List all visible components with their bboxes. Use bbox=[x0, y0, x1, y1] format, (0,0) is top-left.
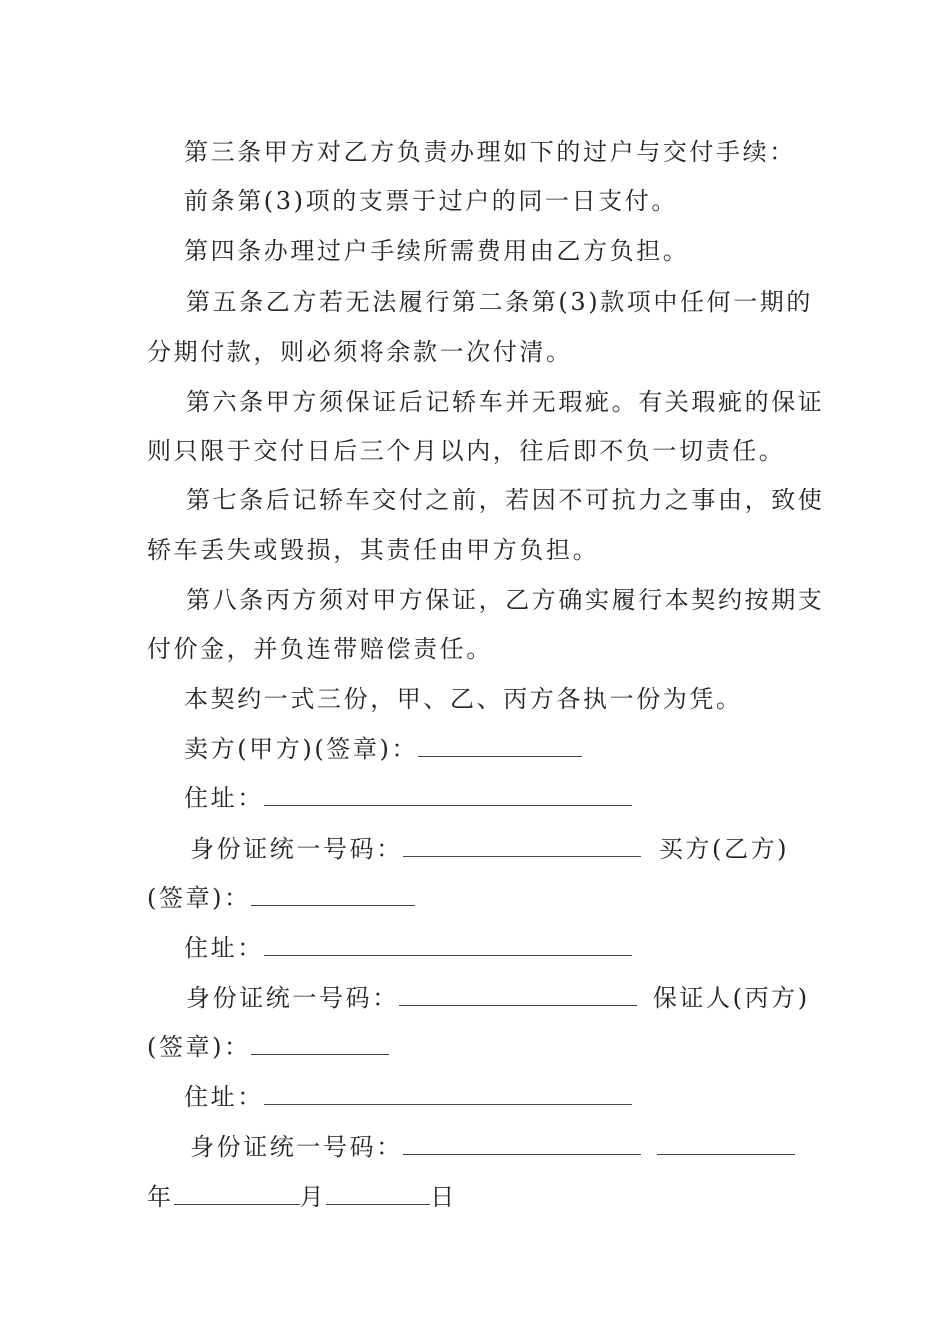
buyer-sign-label: (签章)： bbox=[147, 884, 251, 912]
article-6-line-1: 第六条甲方须保证后记轿车并无瑕疵。有关瑕疵的保证 bbox=[186, 388, 825, 416]
seller-address-blank[interactable] bbox=[264, 783, 632, 806]
article-8-line-2: 付价金，并负连带赔偿责任。 bbox=[147, 635, 493, 663]
article-8-line-1: 第八条丙方须对甲方保证，乙方确实履行本契约按期支 bbox=[186, 586, 825, 614]
guarantor-sign-label: (签章)： bbox=[147, 1033, 251, 1061]
seller-address-label: 住址： bbox=[184, 784, 264, 812]
copies-clause: 本契约一式三份，甲、乙、丙方各执一份为凭。 bbox=[184, 685, 743, 713]
seller-signature-blank[interactable] bbox=[418, 734, 582, 757]
buyer-id-blank[interactable] bbox=[399, 983, 637, 1006]
buyer-address-line bbox=[184, 932, 632, 964]
guarantor-signature-label: 保证人(丙方) bbox=[652, 984, 810, 1012]
seller-id-line bbox=[190, 833, 789, 865]
article-6-line-2: 则只限于交付日后三个月以内，往后即不负一切责任。 bbox=[147, 437, 786, 465]
buyer-signature-label: 买方(乙方) bbox=[658, 835, 790, 863]
article-4: 第四条办理过户手续所需费用由乙方负担。 bbox=[184, 237, 690, 265]
month-label: 月 bbox=[299, 1183, 327, 1211]
buyer-id-label: 身份证统一号码： bbox=[186, 984, 399, 1012]
guarantor-address-line bbox=[184, 1081, 632, 1113]
month-blank[interactable] bbox=[174, 1182, 300, 1205]
guarantor-signature-line bbox=[147, 1031, 389, 1063]
article-7-line-2: 轿车丢失或毁损，其责任由甲方负担。 bbox=[147, 536, 600, 564]
guarantor-id-label: 身份证统一号码： bbox=[190, 1133, 403, 1161]
buyer-signature-blank[interactable] bbox=[251, 883, 415, 906]
day-blank[interactable] bbox=[326, 1182, 430, 1205]
buyer-address-blank[interactable] bbox=[264, 933, 632, 956]
date-prefix-blank[interactable] bbox=[657, 1132, 795, 1155]
buyer-signature-line bbox=[147, 882, 415, 914]
seller-signature-label: 卖方(甲方)(签章)： bbox=[184, 735, 419, 763]
guarantor-address-blank[interactable] bbox=[264, 1082, 632, 1105]
year-label: 年 bbox=[147, 1183, 174, 1211]
seller-address-line bbox=[184, 782, 632, 814]
article-5-line-2: 分期付款，则必须将余款一次付清。 bbox=[147, 338, 573, 366]
article-3: 第三条甲方对乙方负责办理如下的过户与交付手续： bbox=[184, 138, 796, 166]
seller-signature-line bbox=[184, 733, 582, 765]
buyer-address-label: 住址： bbox=[184, 934, 264, 962]
article-3-detail: 前条第(3)项的支票于过户的同一日支付。 bbox=[184, 187, 678, 215]
guarantor-id-line bbox=[190, 1131, 795, 1163]
guarantor-address-label: 住址： bbox=[184, 1083, 264, 1111]
seller-id-label: 身份证统一号码： bbox=[190, 835, 403, 863]
date-line bbox=[147, 1181, 457, 1213]
article-7-line-1: 第七条后记轿车交付之前，若因不可抗力之事由，致使 bbox=[186, 486, 825, 514]
guarantor-signature-blank[interactable] bbox=[251, 1032, 389, 1055]
seller-id-blank[interactable] bbox=[403, 834, 641, 857]
guarantor-id-blank[interactable] bbox=[403, 1132, 641, 1155]
day-label: 日 bbox=[430, 1183, 457, 1211]
buyer-id-line bbox=[186, 982, 810, 1014]
article-5-line-1: 第五条乙方若无法履行第二条第(3)款项中任何一期的 bbox=[186, 288, 813, 316]
